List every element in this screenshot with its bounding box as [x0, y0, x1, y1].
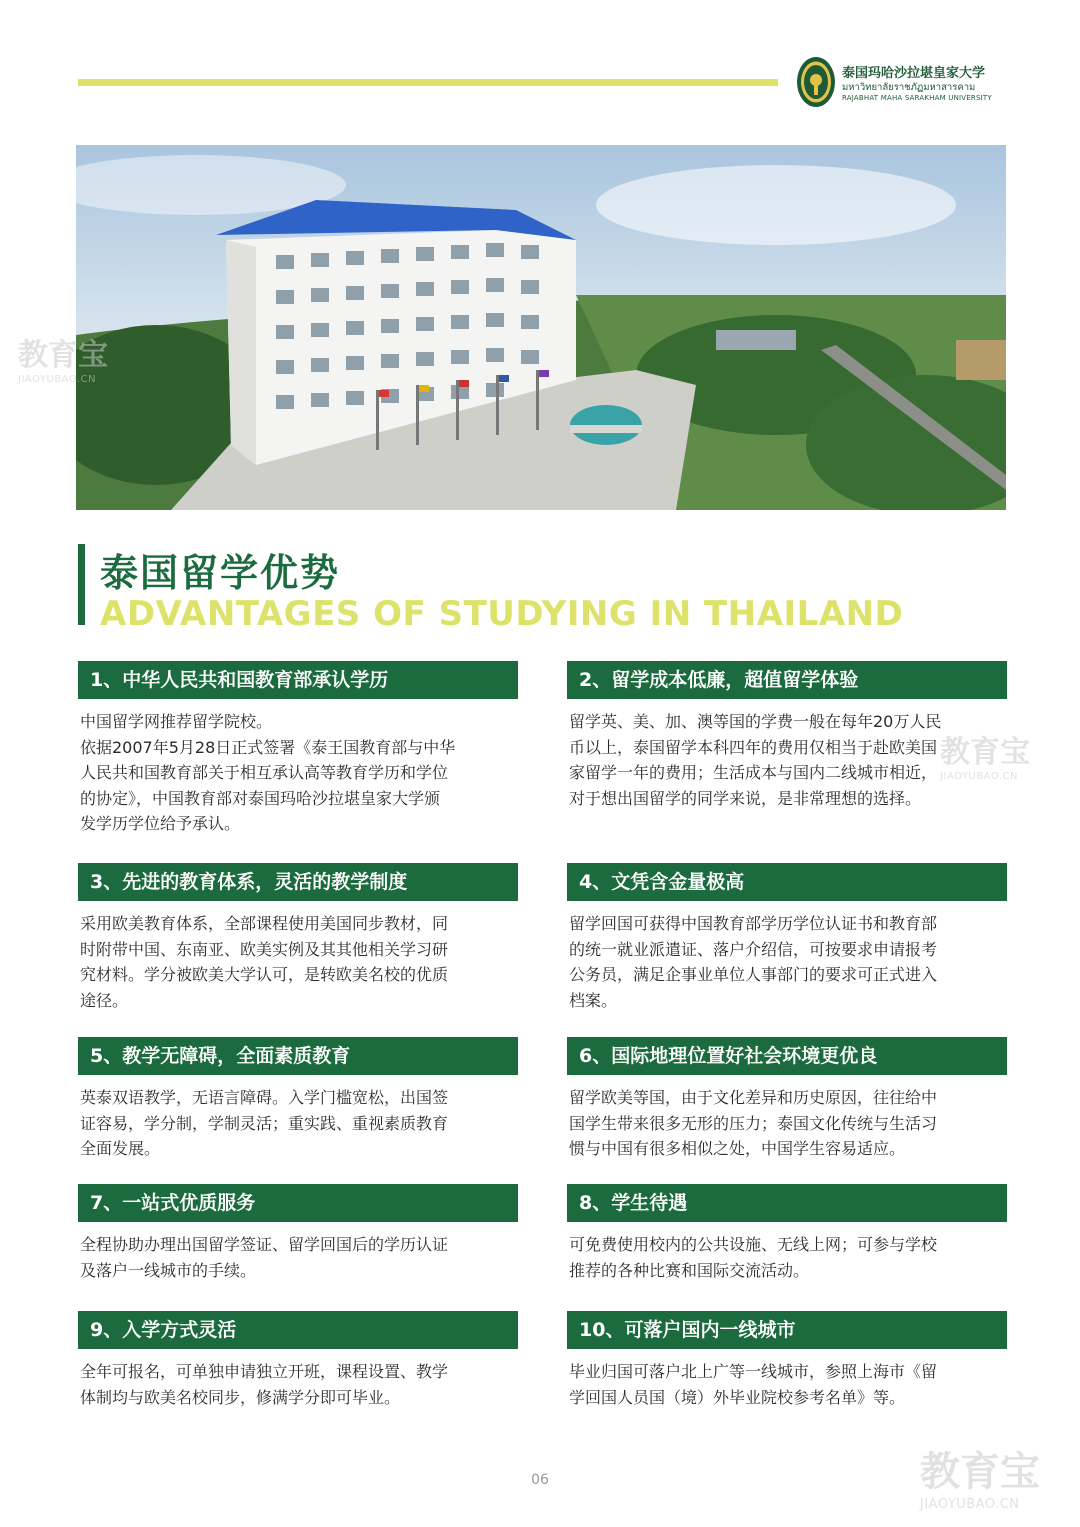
advantage-description — [78, 709, 518, 837]
description-line: 体制均与欧美名校同步，修满学分即可毕业。 — [80, 1387, 401, 1407]
advantage-title: 1、中华人民共和国教育部承认学历 — [78, 661, 518, 699]
advantage-item-1 — [78, 661, 518, 837]
advantage-description — [78, 911, 518, 1013]
description-line: 时附带中国、东南亚、欧美实例及其其他相关学习研 — [80, 939, 449, 959]
description-line: 英泰双语教学，无语言障碍。入学门槛宽松，出国签 — [80, 1088, 449, 1107]
description-line: 留学英、美、加、澳等国的学费一般在每年20万人民 — [569, 712, 942, 731]
section-title-chinese: 泰国留学优势 — [100, 551, 341, 595]
description-line: 全年可报名，可单独申请独立开班，课程设置、教学 — [80, 1362, 449, 1381]
description-line: 及落户一线城市的手续。 — [80, 1260, 257, 1280]
watermark — [18, 330, 108, 385]
watermark-text: 教育宝 — [920, 1449, 1040, 1495]
advantage-item-9 — [78, 1311, 518, 1410]
advantage-description — [567, 1085, 1007, 1162]
page-number: 06 — [531, 1472, 549, 1488]
advantage-title: 4、文凭含金量极高 — [567, 863, 1007, 901]
description-line: 留学回国可获得中国教育部学历学位认证书和教育部 — [569, 914, 938, 933]
description-line: 公务员，满足企事业单位人事部门的要求可正式进入 — [569, 965, 938, 984]
description-line: 发学历学位给予承认。 — [80, 814, 241, 833]
description-line: 推荐的各种比赛和国际交流活动。 — [569, 1260, 810, 1280]
advantage-item-4 — [567, 863, 1007, 1013]
advantage-title: 10、可落户国内一线城市 — [567, 1311, 1007, 1349]
university-seal-icon — [796, 56, 836, 108]
advantage-title: 3、先进的教育体系，灵活的教学制度 — [78, 863, 518, 901]
advantage-item-5 — [78, 1037, 518, 1162]
description-line: 档案。 — [569, 990, 618, 1010]
header-rule — [78, 79, 778, 86]
section-title-accent-bar — [78, 544, 85, 625]
watermark-url: JIAOYUBAO.CN — [18, 374, 96, 385]
advantage-title: 7、一站式优质服务 — [78, 1184, 518, 1222]
description-line: 对于想出国留学的同学来说，是非常理想的选择。 — [569, 788, 922, 808]
advantage-title: 9、入学方式灵活 — [78, 1311, 518, 1349]
advantage-item-7 — [78, 1184, 518, 1283]
advantage-item-8 — [567, 1184, 1007, 1283]
description-line: 的协定》，中国教育部对泰国玛哈沙拉堪皇家大学颁 — [80, 788, 441, 808]
advantage-description — [78, 1359, 518, 1410]
advantage-item-3 — [78, 863, 518, 1013]
description-line: 全面发展。 — [80, 1139, 161, 1158]
description-line: 币以上，泰国留学本科四年的费用仅相当于赴欧美国 — [569, 737, 938, 757]
advantage-title: 8、学生待遇 — [567, 1184, 1007, 1222]
section-title-english: ADVANTAGES OF STUDYING IN THAILAND — [100, 594, 904, 634]
advantage-description — [567, 1232, 1007, 1283]
description-line: 学回国人员国（境）外毕业院校参考名单》等。 — [569, 1387, 906, 1407]
advantage-item-10 — [567, 1311, 1007, 1410]
campus-aerial-photo — [76, 145, 1006, 510]
description-line: 全程协助办理出国留学签证、留学回国后的学历认证 — [80, 1235, 449, 1254]
description-line: 中国留学网推荐留学院校。 — [80, 712, 273, 731]
description-line: 人民共和国教育部关于相互承认高等教育学历和学位 — [80, 763, 449, 782]
description-line: 的统一就业派遣证、落户介绍信，可按要求申请报考 — [569, 939, 938, 959]
advantage-title: 2、留学成本低廉，超值留学体验 — [567, 661, 1007, 699]
advantage-description — [567, 1359, 1007, 1410]
description-line: 惯与中国有很多相似之处，中国学生容易适应。 — [569, 1139, 906, 1158]
advantage-title: 6、国际地理位置好社会环境更优良 — [567, 1037, 1007, 1075]
description-line: 可免费使用校内的公共设施、无线上网；可参与学校 — [569, 1235, 938, 1254]
advantage-item-6 — [567, 1037, 1007, 1162]
logo-english-name: RAJABHAT MAHA SARAKHAM UNIVERSITY — [842, 94, 992, 102]
advantage-description — [78, 1232, 518, 1283]
description-line: 依据2007年5月28日正式签署《泰王国教育部与中华 — [80, 737, 456, 757]
watermark — [940, 727, 1030, 782]
logo-thai-name: มหาวิทยาลัยราชภัฏมหาสารคาม — [842, 82, 976, 93]
watermark-url: JIAOYUBAO.CN — [920, 1497, 1020, 1512]
description-line: 采用欧美教育体系，全部课程使用美国同步教材，同 — [80, 914, 449, 933]
advantage-description — [567, 911, 1007, 1013]
advantage-description — [78, 1085, 518, 1162]
description-line: 留学欧美等国，由于文化差异和历史原因，往往给中 — [569, 1088, 938, 1107]
description-line: 家留学一年的费用；生活成本与国内二线城市相近， — [569, 763, 938, 782]
watermark-text: 教育宝 — [940, 735, 1030, 770]
description-line: 毕业归国可落户北上广等一线城市，参照上海市《留 — [569, 1362, 938, 1381]
watermark-text: 教育宝 — [18, 338, 108, 373]
description-line: 途径。 — [80, 990, 129, 1010]
description-line: 国学生带来很多无形的压力；泰国文化传统与生活习 — [569, 1113, 938, 1133]
logo-chinese-name: 泰国玛哈沙拉堪皇家大学 — [842, 66, 986, 81]
description-line: 究材料。学分被欧美大学认可，是转欧美名校的优质 — [80, 965, 449, 984]
watermark-url: JIAOYUBAO.CN — [940, 771, 1018, 782]
advantage-title: 5、教学无障碍，全面素质教育 — [78, 1037, 518, 1075]
description-line: 证容易，学分制，学制灵活；重实践、重视素质教育 — [80, 1113, 449, 1133]
university-logo — [796, 56, 1026, 112]
